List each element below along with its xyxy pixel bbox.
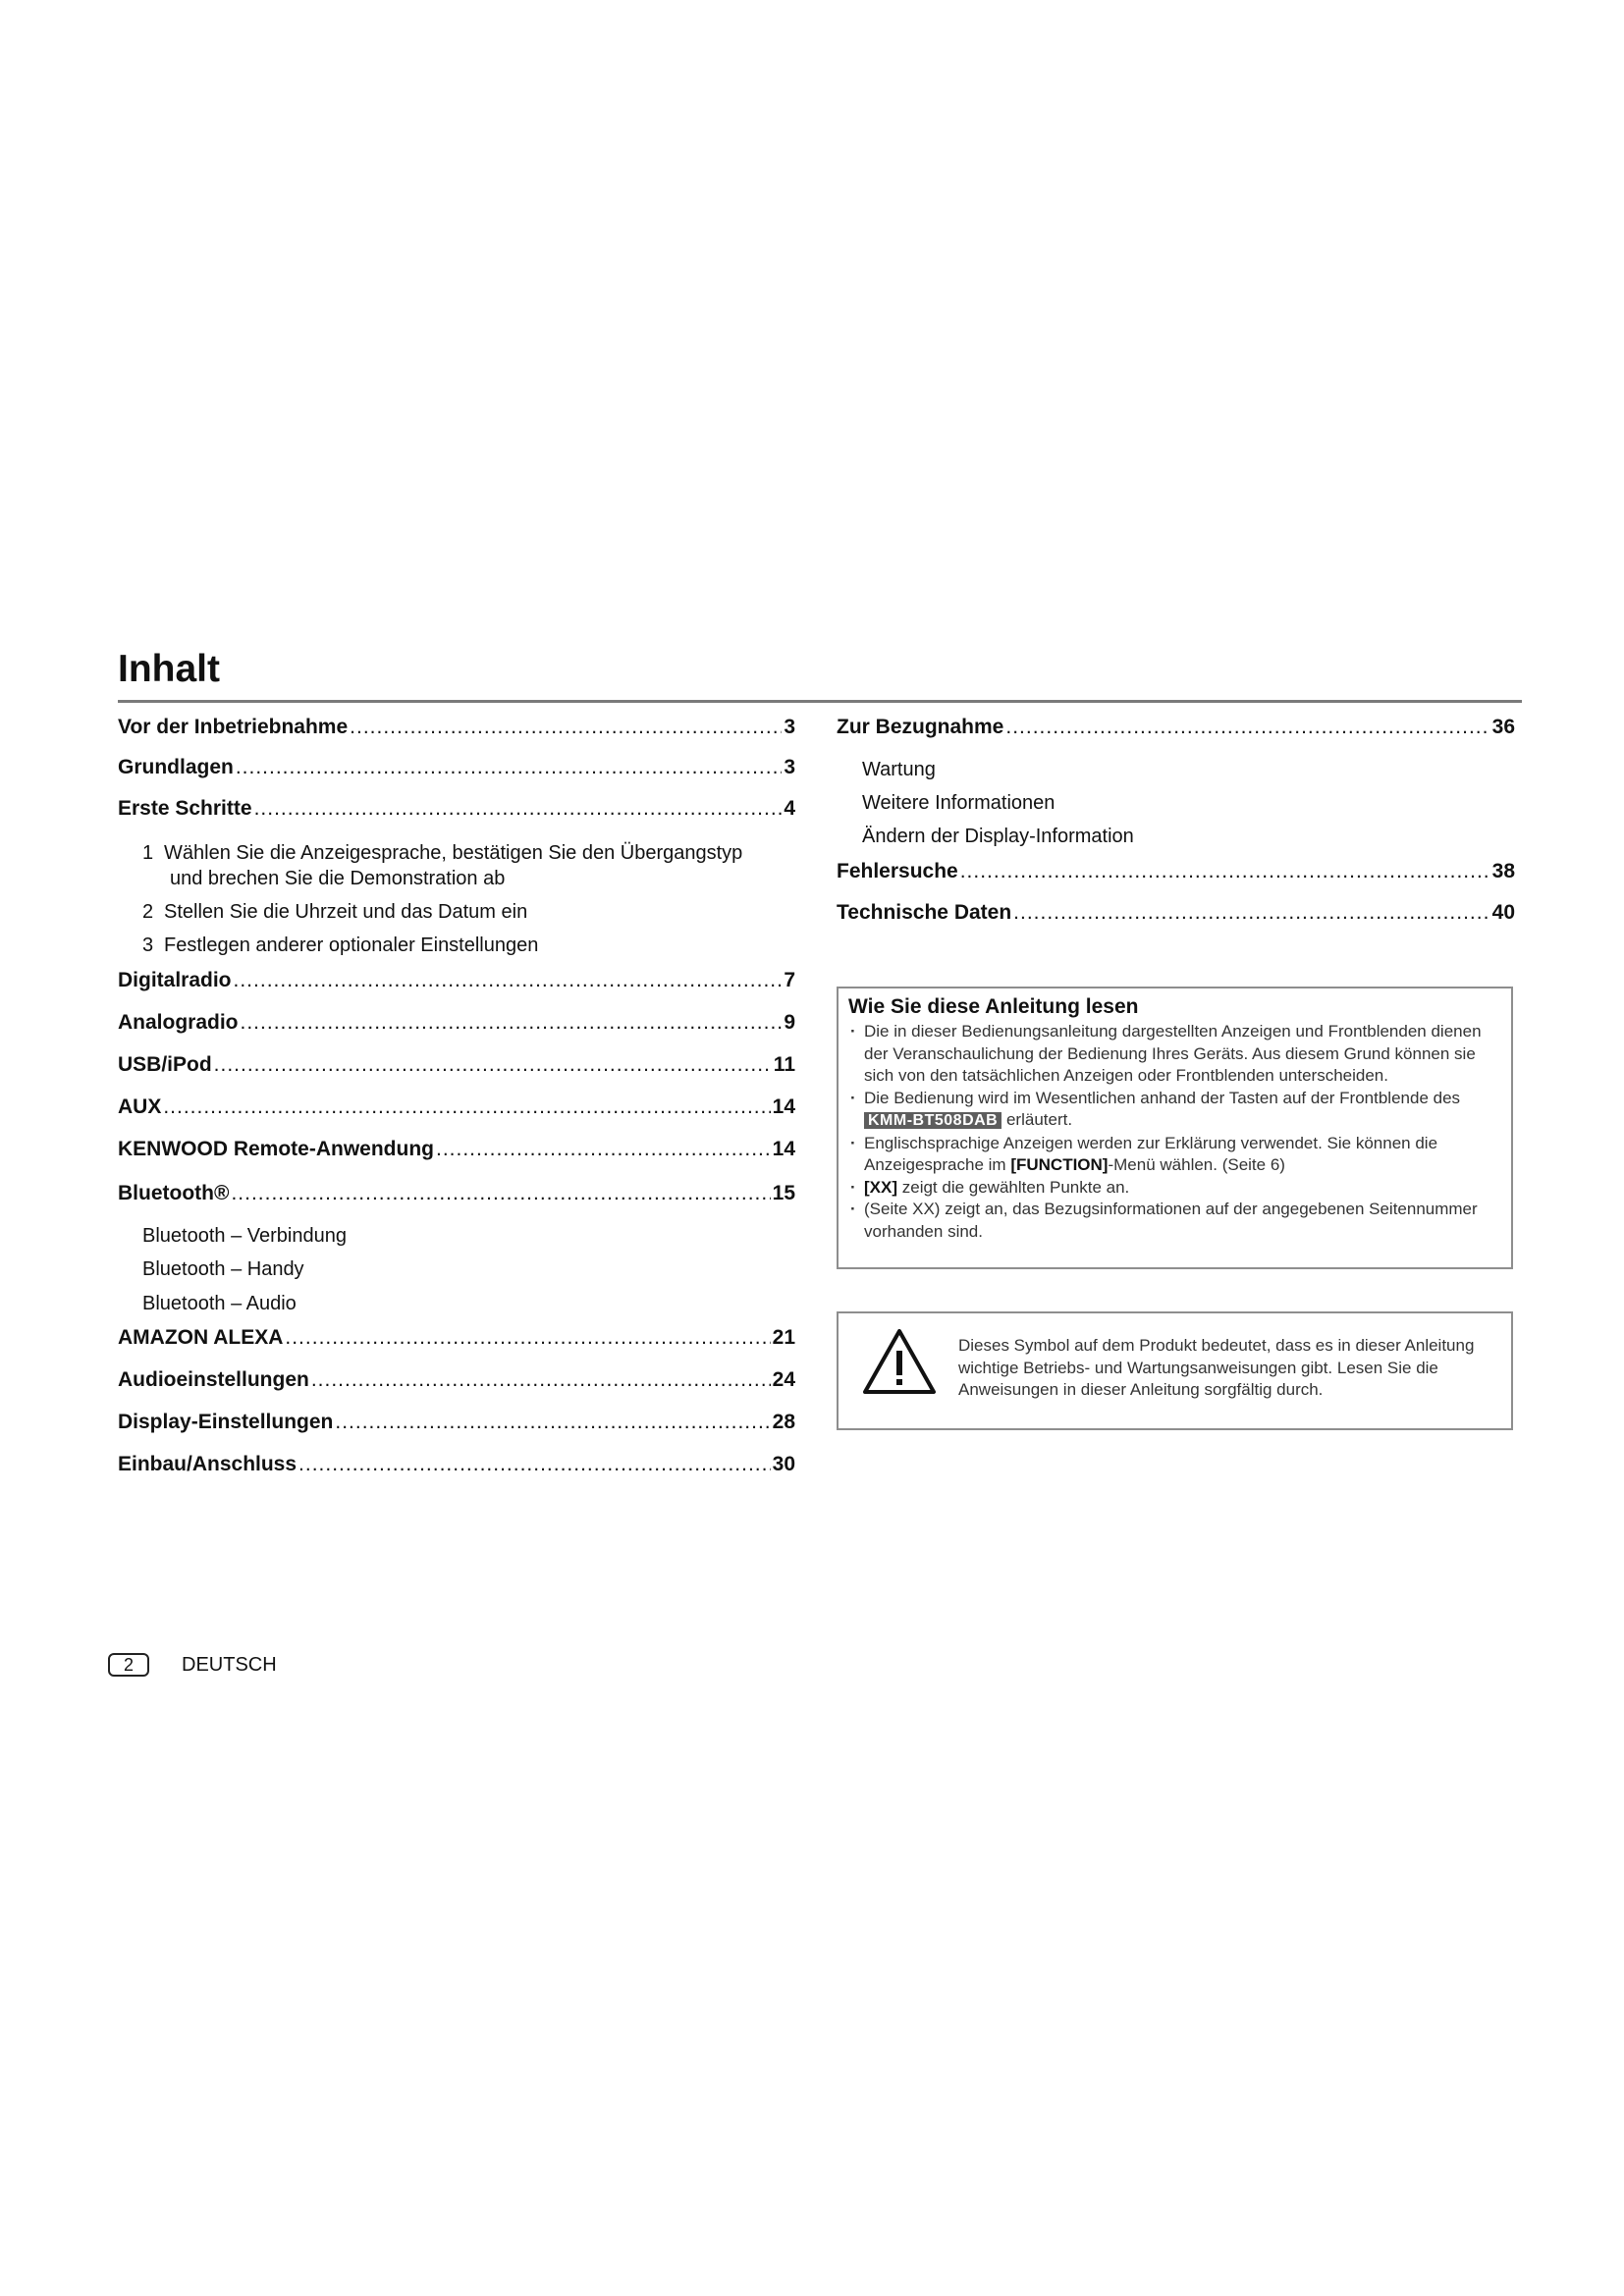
- toc-entry-kenwood-remote[interactable]: KENWOOD Remote-Anwendung ..... 14: [118, 1136, 795, 1163]
- how-to-read-list: [848, 1021, 1501, 1243]
- toc-entry-einbau-anschluss[interactable]: Einbau/Anschluss ..... 30: [118, 1451, 795, 1478]
- toc-subitem-step-1-cont: und brechen Sie die Demonstration ab: [170, 868, 506, 889]
- toc-subitem-bluetooth-verbindung[interactable]: Bluetooth – Verbindung: [142, 1225, 347, 1247]
- toc-entry-grundlagen[interactable]: Grundlagen ..... 3: [118, 754, 795, 781]
- title-rule: [118, 700, 1522, 703]
- xx-key-label: [XX]: [864, 1177, 897, 1197]
- list-item: · Die in dieser Bedienungsanleitung dargestellten Anzeigen und Frontblenden dienen der Veranschaulichung der Bedienung Ihres Geräts. Aus diesem Grund können sie sich von den tatsächlichen Anzeigen oder Frontblenden unterscheiden.: [848, 1021, 1501, 1088]
- toc-entry-audioeinstellungen[interactable]: Audioeinstellungen ..... 24: [118, 1366, 795, 1394]
- toc-entry-aux[interactable]: AUX ..... 14: [118, 1094, 795, 1121]
- toc-subitem-bluetooth-audio[interactable]: Bluetooth – Audio: [142, 1293, 297, 1314]
- toc-subitem-step-2[interactable]: 2 Stellen Sie die Uhrzeit und das Datum ein: [142, 901, 528, 923]
- list-item: · Die Bedienung wird im Wesentlichen anhand der Tasten auf der Frontblende des KMM-BT508DAB erläutert.: [848, 1088, 1501, 1133]
- toc-entry-display-einstellungen[interactable]: Display-Einstellungen ..... 28: [118, 1409, 795, 1436]
- toc-subitem-display-information[interactable]: Ändern der Display-Information: [862, 826, 1134, 847]
- toc-subitem-step-3[interactable]: 3 Festlegen anderer optionaler Einstellungen: [142, 934, 539, 956]
- how-to-read-box: [837, 987, 1513, 1269]
- function-key-label: [FUNCTION]: [1010, 1155, 1109, 1174]
- list-item: · Englischsprachige Anzeigen werden zur Erklärung verwendet. Sie können die Anzeigesprache im [FUNCTION]-Menü wählen. (Seite 6): [848, 1133, 1501, 1177]
- toc-entry-technische-daten[interactable]: Technische Daten ..... 40: [837, 899, 1515, 927]
- toc-entry-fehlersuche[interactable]: Fehlersuche ..... 38: [837, 858, 1515, 885]
- toc-subitem-weitere-informationen[interactable]: Weitere Informationen: [862, 792, 1056, 814]
- toc-entry-usb-ipod[interactable]: USB/iPod ..... 11: [118, 1051, 795, 1079]
- list-item: · (Seite XX) zeigt an, das Bezugsinformationen auf der angegebenen Seitennummer vorhanden sind.: [848, 1199, 1501, 1243]
- toc-entry-analogradio[interactable]: Analogradio ..... 9: [118, 1009, 795, 1037]
- language-label: DEUTSCH: [182, 1654, 277, 1676]
- toc-entry-amazon-alexa[interactable]: AMAZON ALEXA ..... 21: [118, 1324, 795, 1352]
- page-number: 2: [108, 1653, 149, 1677]
- warning-triangle-icon: [862, 1327, 937, 1396]
- toc-subitem-step-1[interactable]: 1 Wählen Sie die Anzeigesprache, bestätigen Sie den Übergangstyp: [142, 842, 743, 864]
- toc-subitem-wartung[interactable]: Wartung: [862, 759, 936, 780]
- how-to-read-heading: Wie Sie diese Anleitung lesen: [848, 995, 1139, 1018]
- toc-entry-erste-schritte[interactable]: Erste Schritte ..... 4: [118, 795, 795, 823]
- warning-text: Dieses Symbol auf dem Produkt bedeutet, dass es in dieser Anleitung wichtige Betriebs- und Wartungsanweisungen gibt. Lesen Sie die Anweisungen in dieser Anleitung sorgfältig durch.: [958, 1336, 1475, 1399]
- list-item: · [XX] zeigt die gewählten Punkte an.: [848, 1177, 1501, 1200]
- model-badge: KMM-BT508DAB: [864, 1112, 1001, 1129]
- toc-subitem-bluetooth-handy[interactable]: Bluetooth – Handy: [142, 1258, 304, 1280]
- warning-box: [837, 1311, 1513, 1430]
- toc-entry-bluetooth[interactable]: Bluetooth® ..... 15: [118, 1180, 795, 1207]
- toc-entry-zur-bezugnahme[interactable]: Zur Bezugnahme ..... 36: [837, 714, 1515, 741]
- toc-entry-vor-der-inbetriebnahme[interactable]: Vor der Inbetriebnahme ..... 3: [118, 714, 795, 741]
- toc-entry-digitalradio[interactable]: Digitalradio ..... 7: [118, 967, 795, 994]
- page-title: Inhalt: [118, 648, 220, 690]
